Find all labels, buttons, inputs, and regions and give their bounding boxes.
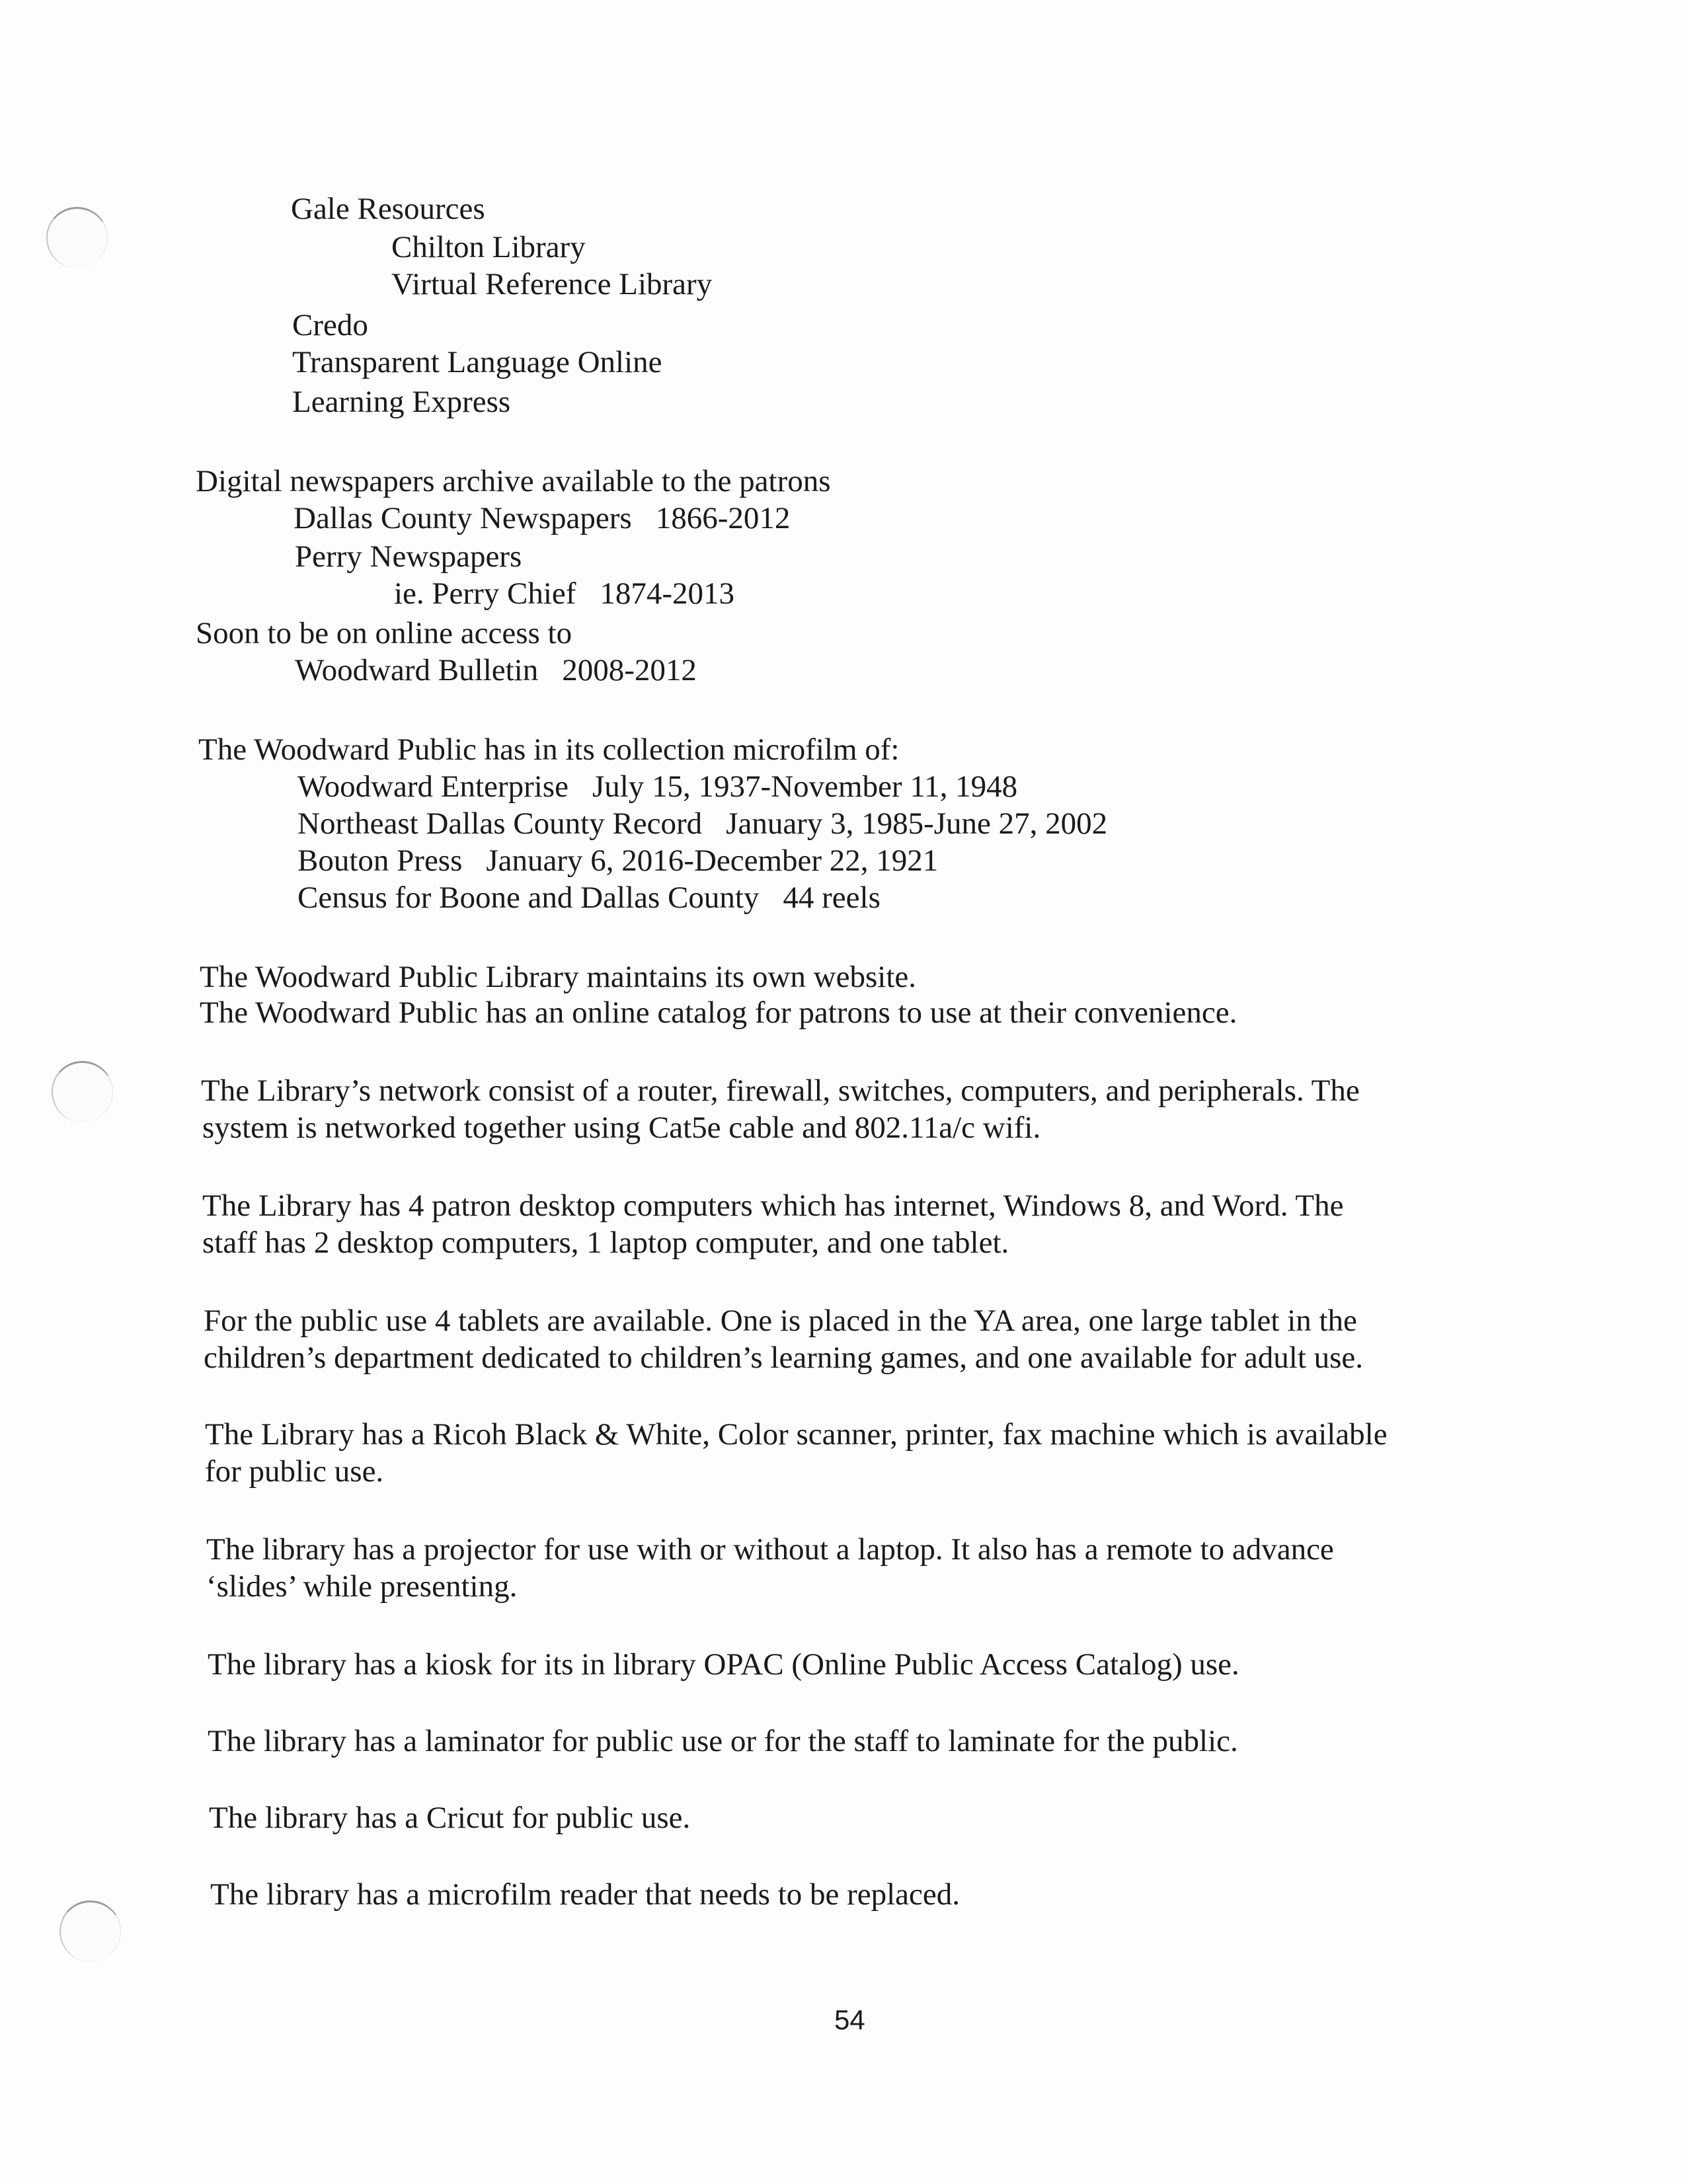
binder-hole — [52, 1061, 113, 1122]
newspaper-name: Dallas County Newspapers — [294, 501, 632, 535]
paragraph-cricut: The library has a Cricut for public use. — [209, 1801, 691, 1835]
microfilm-dates: 44 reels — [783, 880, 881, 915]
resource-item: Learning Express — [292, 385, 511, 419]
microfilm-name: Bouton Press — [297, 843, 463, 878]
binder-hole — [46, 207, 108, 268]
resource-gale-item: Chilton Library — [391, 230, 586, 264]
paragraph-tablets: For the public use 4 tablets are available. One is placed in the YA area, one large tablet in the — [204, 1304, 1357, 1338]
paragraph-computers: The Library has 4 patron desktop computers which has internet, Windows 8, and Word. The — [202, 1189, 1344, 1223]
newspaper-years: 2008-2012 — [562, 653, 697, 687]
paragraph-microfilm-reader: The library has a microfilm reader that needs to be replaced. — [210, 1877, 961, 1912]
binder-hole — [59, 1900, 121, 1962]
newspaper-perry: Perry Newspapers — [295, 539, 522, 574]
newspaper-years: 1874-2013 — [600, 576, 735, 611]
paragraph-catalog: The Woodward Public has an online catalog for patrons to use at their convenience. — [200, 995, 1237, 1030]
paragraph-kiosk: The library has a kiosk for its in library OPAC (Online Public Access Catalog) use. — [208, 1647, 1239, 1682]
microfilm-heading: The Woodward Public has in its collection microfilm of: — [198, 732, 900, 767]
resource-item: Transparent Language Online — [292, 345, 662, 379]
paragraph-projector: ‘slides’ while presenting. — [206, 1569, 518, 1604]
microfilm-dates: January 3, 1985-June 27, 2002 — [726, 806, 1108, 841]
paragraph-computers: staff has 2 desktop computers, 1 laptop computer, and one tablet. — [202, 1226, 1009, 1260]
paragraph-website: The Woodward Public Library maintains its own website. — [200, 960, 916, 994]
paragraph-laminator: The library has a laminator for public use or for the staff to laminate for the public. — [208, 1724, 1238, 1758]
newspaper-name: Woodward Bulletin — [295, 653, 539, 687]
microfilm-entry — [297, 768, 1017, 805]
newspapers-soon: Soon to be on online access to — [196, 616, 572, 650]
resource-gale-item: Virtual Reference Library — [391, 267, 713, 301]
newspaper-entry — [394, 575, 734, 612]
paragraph-network: system is networked together using Cat5e cable and 802.11a/c wifi. — [202, 1111, 1041, 1145]
resource-item: Credo — [292, 308, 368, 342]
microfilm-entry — [297, 842, 938, 879]
newspaper-name: ie. Perry Chief — [394, 576, 576, 611]
microfilm-entry — [297, 805, 1107, 842]
microfilm-name: Northeast Dallas County Record — [297, 806, 703, 841]
microfilm-entry — [297, 879, 881, 916]
microfilm-dates: January 6, 2016-December 22, 1921 — [486, 843, 939, 878]
microfilm-name: Woodward Enterprise — [297, 769, 569, 804]
page-number: 54 — [834, 2004, 865, 2035]
paragraph-scanner: for public use. — [205, 1454, 384, 1489]
microfilm-dates: July 15, 1937-November 11, 1948 — [592, 769, 1018, 804]
microfilm-name: Census for Boone and Dallas County — [297, 880, 760, 915]
resource-gale: Gale Resources — [291, 192, 485, 226]
paragraph-tablets: children’s department dedicated to children’s learning games, and one available for adult use. — [204, 1341, 1364, 1375]
paragraph-projector: The library has a projector for use with or without a laptop. It also has a remote to advance — [206, 1532, 1334, 1567]
newspaper-years: 1866-2012 — [655, 501, 791, 535]
newspaper-entry — [294, 500, 790, 537]
newspapers-heading: Digital newspapers archive available to the patrons — [196, 464, 831, 498]
paragraph-network: The Library’s network consist of a router, firewall, switches, computers, and peripherals. The — [201, 1073, 1360, 1108]
paragraph-scanner: The Library has a Ricoh Black & White, Color scanner, printer, fax machine which is available — [205, 1417, 1388, 1452]
newspaper-entry — [295, 652, 697, 689]
